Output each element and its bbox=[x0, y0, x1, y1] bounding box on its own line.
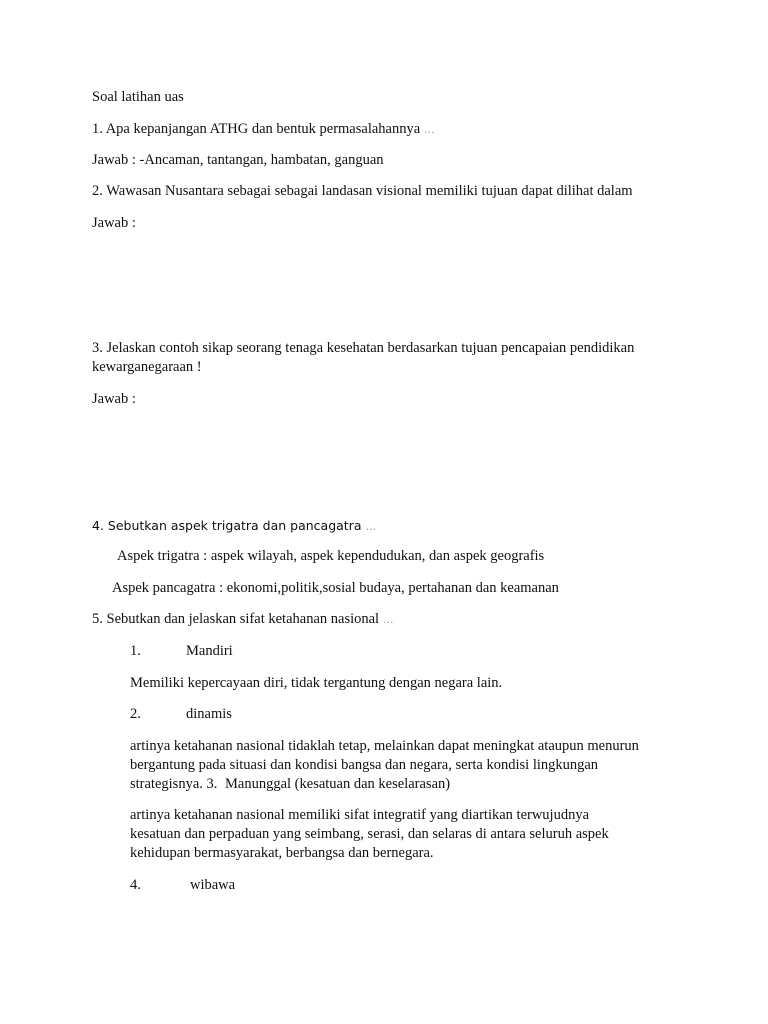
item-3-description-line-2: kesatuan dan perpaduan yang seimbang, serasi, dan selaras di antara seluruh aspek bbox=[130, 826, 609, 842]
item-4-title: wibawa bbox=[190, 877, 236, 893]
item-1-number: 1. bbox=[130, 643, 141, 659]
item-3-description-line-1: artinya ketahanan nasional memiliki sifat integratif yang diartikan terwujudnya bbox=[130, 807, 590, 823]
question-2: 2. Wawasan Nusantara sebagai sebagai landasan visional memiliki tujuan dapat dilihat dalam bbox=[92, 183, 633, 199]
item-2-number: 2. bbox=[130, 706, 141, 722]
question-5-text: 5. Sebutkan dan jelaskan sifat ketahanan nasional bbox=[92, 611, 380, 627]
item-2-description-line-3-a: strategisnya. 3. bbox=[130, 776, 218, 792]
item-3-description-line-3: kehidupan bermasyarakat, berbangsa dan bernegara. bbox=[130, 845, 434, 861]
item-1-description: Memiliki kepercayaan diri, tidak tergantung dengan negara lain. bbox=[130, 675, 503, 691]
question-5-ellipsis: … bbox=[382, 614, 395, 626]
answer-2-label: Jawab : bbox=[92, 215, 136, 231]
question-1 bbox=[92, 120, 436, 140]
question-4-ellipsis: … bbox=[365, 521, 378, 533]
answer-4-trigatra: Aspek trigatra : aspek wilayah, aspek kependudukan, dan aspek geografis bbox=[117, 548, 545, 564]
answer-1: Jawab : -Ancaman, tantangan, hambatan, ganguan bbox=[92, 152, 384, 168]
item-2-description-line-3 bbox=[130, 775, 450, 794]
item-3-title: Manunggal (kesatuan dan keselarasan) bbox=[225, 776, 451, 792]
question-5 bbox=[92, 610, 395, 630]
item-2-description-line-1: artinya ketahanan nasional tidaklah tetap, melainkan dapat meningkat ataupun menurun bbox=[130, 738, 639, 754]
question-1-text: 1. Apa kepanjangan ATHG dan bentuk permasalahannya bbox=[92, 121, 421, 137]
item-2-title: dinamis bbox=[186, 706, 232, 722]
item-4-number: 4. bbox=[130, 877, 141, 893]
item-2-description-line-2: bergantung pada situasi dan kondisi bangsa dan negara, serta kondisi lingkungan bbox=[130, 757, 599, 773]
question-3-line-2: kewarganegaraan ! bbox=[92, 359, 202, 375]
question-4 bbox=[92, 516, 377, 537]
answer-4-pancagatra: Aspek pancagatra : ekonomi,politik,sosial budaya, pertahanan dan keamanan bbox=[112, 580, 559, 596]
question-3-line-1: 3. Jelaskan contoh sikap seorang tenaga kesehatan berdasarkan tujuan pencapaian pendidikan bbox=[92, 340, 635, 356]
question-4-text: 4. Sebutkan aspek trigatra dan pancagatra bbox=[92, 518, 362, 533]
item-1-title: Mandiri bbox=[186, 643, 233, 659]
answer-3-label: Jawab : bbox=[92, 391, 136, 407]
question-1-ellipsis: … bbox=[423, 124, 436, 136]
document-title: Soal latihan uas bbox=[92, 89, 184, 105]
